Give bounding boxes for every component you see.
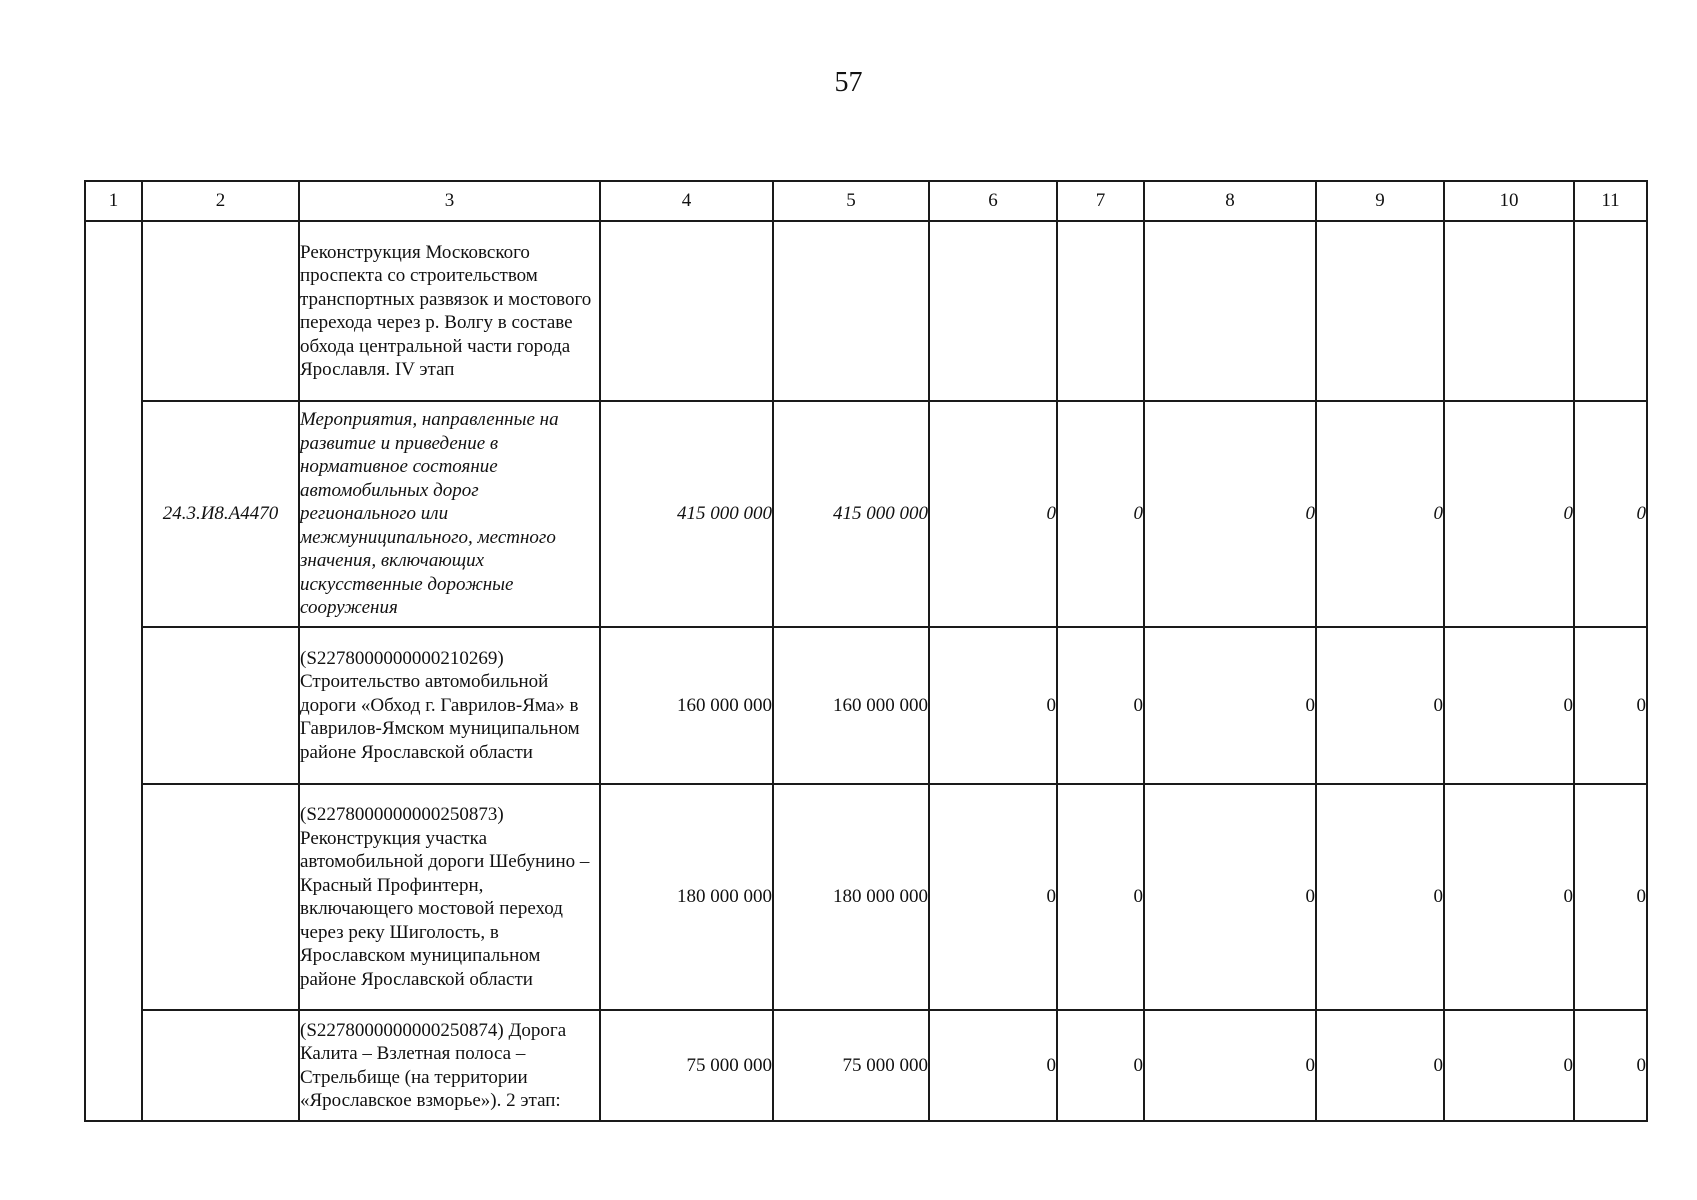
value-cell <box>929 221 1057 401</box>
table-row <box>85 401 1647 627</box>
value-cell: 0 <box>1574 1010 1647 1121</box>
value-cell <box>1444 221 1574 401</box>
value-cell: 160 000 000 <box>773 627 929 784</box>
value-cell: 160 000 000 <box>600 627 773 784</box>
value-cell: 0 <box>1316 627 1444 784</box>
value-cell: 75 000 000 <box>600 1010 773 1121</box>
value-cell: 0 <box>1057 784 1144 1010</box>
value-cell: 180 000 000 <box>600 784 773 1010</box>
value-cell: 0 <box>1144 784 1316 1010</box>
header-col-9: 9 <box>1316 181 1444 221</box>
header-col-2: 2 <box>142 181 299 221</box>
value-cell: 0 <box>1574 784 1647 1010</box>
header-row <box>85 181 1647 221</box>
value-cell: 0 <box>1444 784 1574 1010</box>
code-cell <box>142 784 299 1010</box>
value-cell <box>1057 221 1144 401</box>
header-col-7: 7 <box>1057 181 1144 221</box>
row-number-cell <box>85 221 142 1121</box>
code-cell <box>142 221 299 401</box>
value-cell: 0 <box>929 1010 1057 1121</box>
value-cell: 0 <box>929 784 1057 1010</box>
header-col-1: 1 <box>85 181 142 221</box>
name-cell: Реконструкция Московского проспекта со строительством транспортных развязок и мостового перехода через р. Волгу в составе обхода центральной части города Ярославля. IV этап <box>299 221 600 401</box>
header-col-3: 3 <box>299 181 600 221</box>
value-cell: 0 <box>1444 1010 1574 1121</box>
value-cell: 180 000 000 <box>773 784 929 1010</box>
value-cell: 0 <box>1316 784 1444 1010</box>
code-cell: 24.3.И8.А4470 <box>142 401 299 627</box>
header-col-5: 5 <box>773 181 929 221</box>
data-table <box>84 180 1648 1122</box>
value-cell: 0 <box>1444 401 1574 627</box>
table-row <box>85 221 1647 401</box>
page-number: 57 <box>834 67 863 98</box>
value-cell: 0 <box>1057 627 1144 784</box>
name-cell: Мероприятия, направленные на развитие и приведение в нормативное состояние автомобильных дорог регионального или межмуниципального, местного значения, включающих искусственные дорожные сооружения <box>299 401 600 627</box>
table-row <box>85 1010 1647 1121</box>
header-col-4: 4 <box>600 181 773 221</box>
value-cell: 0 <box>929 401 1057 627</box>
name-cell: (S2278000000000210269) Строительство автомобильной дороги «Обход г. Гаврилов-Яма» в Гаврилов-Ямском муниципальном районе Ярославской области <box>299 627 600 784</box>
value-cell: 0 <box>1316 401 1444 627</box>
value-cell: 0 <box>1574 401 1647 627</box>
value-cell: 0 <box>1144 401 1316 627</box>
header-col-11: 11 <box>1574 181 1647 221</box>
code-cell <box>142 627 299 784</box>
code-cell <box>142 1010 299 1121</box>
value-cell: 0 <box>1144 1010 1316 1121</box>
value-cell: 75 000 000 <box>773 1010 929 1121</box>
table-row <box>85 627 1647 784</box>
value-cell: 415 000 000 <box>773 401 929 627</box>
header-col-6: 6 <box>929 181 1057 221</box>
value-cell: 0 <box>1444 627 1574 784</box>
value-cell: 0 <box>1316 1010 1444 1121</box>
header-col-8: 8 <box>1144 181 1316 221</box>
value-cell <box>1144 221 1316 401</box>
value-cell <box>600 221 773 401</box>
value-cell: 0 <box>1144 627 1316 784</box>
value-cell <box>1316 221 1444 401</box>
value-cell: 0 <box>1057 1010 1144 1121</box>
value-cell <box>773 221 929 401</box>
name-cell: (S2278000000000250873) Реконструкция участка автомобильной дороги Шебунино – Красный Профинтерн, включающего мостовой переход через реку Шиголость, в Ярославском муниципальном районе Ярославской области <box>299 784 600 1010</box>
name-cell: (S2278000000000250874) Дорога Калита – Взлетная полоса – Стрельбище (на территории «Ярославское взморье»). 2 этап: <box>299 1010 600 1121</box>
value-cell <box>1574 221 1647 401</box>
value-cell: 0 <box>929 627 1057 784</box>
value-cell: 0 <box>1057 401 1144 627</box>
header-col-10: 10 <box>1444 181 1574 221</box>
table-row <box>85 784 1647 1010</box>
value-cell: 415 000 000 <box>600 401 773 627</box>
value-cell: 0 <box>1574 627 1647 784</box>
